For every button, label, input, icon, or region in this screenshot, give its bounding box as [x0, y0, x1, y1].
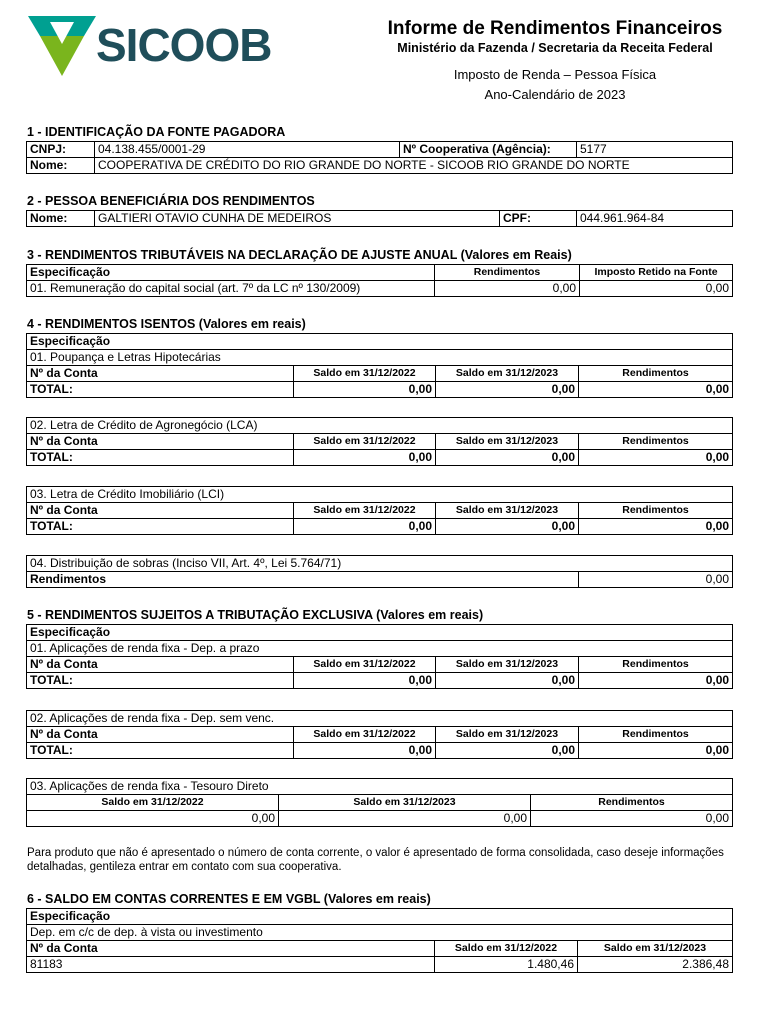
total-label: TOTAL:	[27, 519, 294, 535]
capital-remuneration-tax: 0,00	[580, 281, 733, 297]
total-balance-2022: 0,00	[294, 743, 436, 759]
total-income: 0,00	[579, 519, 733, 535]
balance-2022-header: Saldo em 31/12/2022	[435, 941, 578, 957]
cnpj-value: 04.138.455/0001-29	[95, 142, 400, 158]
payer-table	[26, 141, 733, 174]
beneficiary-table	[26, 210, 733, 227]
product-name: 01. Aplicações de renda fixa - Dep. a prazo	[27, 641, 733, 657]
cpf-label: CPF:	[500, 211, 577, 227]
withheld-tax-header: Imposto Retido na Fonte	[580, 265, 733, 281]
cooperativa-value: 5177	[577, 142, 733, 158]
account-header: Nº da Conta	[27, 657, 294, 673]
cnpj-label: CNPJ:	[27, 142, 95, 158]
surplus-distribution-table	[26, 555, 733, 588]
account-header: Nº da Conta	[27, 434, 294, 450]
exempt-savings-table	[26, 333, 733, 398]
product-name: 03. Letra de Crédito Imobiliário (LCI)	[27, 487, 733, 503]
sicoob-logo-text: SICOOB	[96, 19, 272, 71]
balance-2022-header: Saldo em 31/12/2022	[294, 434, 436, 450]
total-label: TOTAL:	[27, 382, 294, 398]
product-name: 02. Letra de Crédito de Agronegócio (LCA)	[27, 418, 733, 434]
fixed-income-no-maturity-table	[26, 710, 733, 759]
account-header: Nº da Conta	[27, 366, 294, 382]
exempt-lci-table	[26, 486, 733, 535]
balance-2023-header: Saldo em 31/12/2023	[279, 795, 531, 811]
consolidation-note: Para produto que não é apresentado o número de conta corrente, o valor é apresentado de forma consolidada, caso deseje informações detalhadas, gentileza entrar em contato com sua cooperativa.	[27, 847, 724, 873]
section-1-title: 1 - IDENTIFICAÇÃO DA FONTE PAGADORA	[27, 125, 286, 139]
total-balance-2022: 0,00	[294, 382, 436, 398]
balance-2023-header: Saldo em 31/12/2023	[436, 366, 579, 382]
fixed-income-term-table	[26, 624, 733, 689]
section-6-title: 6 - SALDO EM CONTAS CORRENTES E EM VGBL (Valores em reais)	[27, 892, 431, 906]
spec-header: Especificação	[27, 625, 733, 641]
income-header: Rendimentos	[579, 503, 733, 519]
balance-2022-value: 0,00	[27, 811, 279, 827]
total-income: 0,00	[579, 450, 733, 466]
spec-header: Especificação	[27, 265, 435, 281]
report-year: Ano-Calendário de 2023	[484, 87, 626, 102]
account-header: Nº da Conta	[27, 941, 435, 957]
payer-name-value: COOPERATIVA DE CRÉDITO DO RIO GRANDE DO NORTE - SICOOB RIO GRANDE DO NORTE	[95, 158, 733, 174]
spec-header: Especificação	[27, 334, 733, 350]
payer-name-label: Nome:	[27, 158, 95, 174]
beneficiary-name-label: Nome:	[27, 211, 95, 227]
checking-accounts-table	[26, 908, 733, 973]
total-label: TOTAL:	[27, 450, 294, 466]
product-name: 04. Distribuição de sobras (Inciso VII, Art. 4º, Lei 5.764/71)	[27, 556, 733, 572]
account-header: Nº da Conta	[27, 503, 294, 519]
beneficiary-name-value: GALTIERI OTAVIO CUNHA DE MEDEIROS	[95, 211, 500, 227]
section-5-title: 5 - RENDIMENTOS SUJEITOS A TRIBUTAÇÃO EXCLUSIVA (Valores em reais)	[27, 608, 484, 622]
income-header: Rendimentos	[531, 795, 733, 811]
total-income: 0,00	[579, 673, 733, 689]
cooperativa-label: Nº Cooperativa (Agência):	[400, 142, 577, 158]
income-header: Rendimentos	[579, 434, 733, 450]
total-income: 0,00	[579, 382, 733, 398]
total-balance-2023: 0,00	[436, 382, 579, 398]
balance-2023-header: Saldo em 31/12/2023	[436, 503, 579, 519]
total-balance-2023: 0,00	[436, 673, 579, 689]
capital-remuneration-label: 01. Remuneração do capital social (art. 7º da LC nº 130/2009)	[27, 281, 435, 297]
total-label: TOTAL:	[27, 673, 294, 689]
income-header: Rendimentos	[579, 657, 733, 673]
account-header: Nº da Conta	[27, 727, 294, 743]
balance-2022-header: Saldo em 31/12/2022	[27, 795, 279, 811]
report-title: Informe de Rendimentos Financeiros	[387, 18, 723, 39]
income-header: Rendimentos	[579, 727, 733, 743]
section-4-title: 4 - RENDIMENTOS ISENTOS (Valores em reais)	[27, 317, 306, 331]
total-balance-2022: 0,00	[294, 450, 436, 466]
account-number: 81183	[27, 957, 435, 973]
taxable-income-table	[26, 264, 733, 297]
section-2-title: 2 - PESSOA BENEFICIÁRIA DOS RENDIMENTOS	[27, 194, 315, 208]
balance-2023-header: Saldo em 31/12/2023	[436, 727, 579, 743]
report-subtitle: Ministério da Fazenda / Secretaria da Receita Federal	[397, 41, 713, 55]
sicoob-logo-mark-icon	[28, 14, 98, 78]
income-header: Rendimentos	[579, 366, 733, 382]
total-label: TOTAL:	[27, 743, 294, 759]
capital-remuneration-income: 0,00	[435, 281, 580, 297]
income-header: Rendimentos	[435, 265, 580, 281]
total-balance-2023: 0,00	[436, 743, 579, 759]
balance-2022-header: Saldo em 31/12/2022	[294, 366, 436, 382]
total-balance-2022: 0,00	[294, 519, 436, 535]
total-balance-2023: 0,00	[436, 450, 579, 466]
surplus-income-value: 0,00	[579, 572, 733, 588]
account-balance-2023: 2.386,48	[578, 957, 733, 973]
cpf-value: 044.961.964-84	[577, 211, 733, 227]
balance-2022-header: Saldo em 31/12/2022	[294, 727, 436, 743]
account-balance-2022: 1.480,46	[435, 957, 578, 973]
product-name: 01. Poupança e Letras Hipotecárias	[27, 350, 733, 366]
report-tax-type: Imposto de Renda – Pessoa Física	[453, 67, 657, 82]
total-balance-2023: 0,00	[436, 519, 579, 535]
balance-2023-header: Saldo em 31/12/2023	[436, 657, 579, 673]
income-value: 0,00	[531, 811, 733, 827]
surplus-income-label: Rendimentos	[27, 572, 579, 588]
total-income: 0,00	[579, 743, 733, 759]
treasury-direct-table	[26, 778, 733, 827]
exempt-lca-table	[26, 417, 733, 466]
balance-2022-header: Saldo em 31/12/2022	[294, 657, 436, 673]
spec-header: Especificação	[27, 909, 733, 925]
balance-2023-value: 0,00	[279, 811, 531, 827]
product-name: Dep. em c/c de dep. à vista ou investimento	[27, 925, 733, 941]
balance-2023-header: Saldo em 31/12/2023	[578, 941, 733, 957]
section-3-title: 3 - RENDIMENTOS TRIBUTÁVEIS NA DECLARAÇÃO DE AJUSTE ANUAL (Valores em Reais)	[27, 248, 572, 262]
balance-2023-header: Saldo em 31/12/2023	[436, 434, 579, 450]
total-balance-2022: 0,00	[294, 673, 436, 689]
product-name: 03. Aplicações de renda fixa - Tesouro Direto	[27, 779, 733, 795]
balance-2022-header: Saldo em 31/12/2022	[294, 503, 436, 519]
product-name: 02. Aplicações de renda fixa - Dep. sem venc.	[27, 711, 733, 727]
